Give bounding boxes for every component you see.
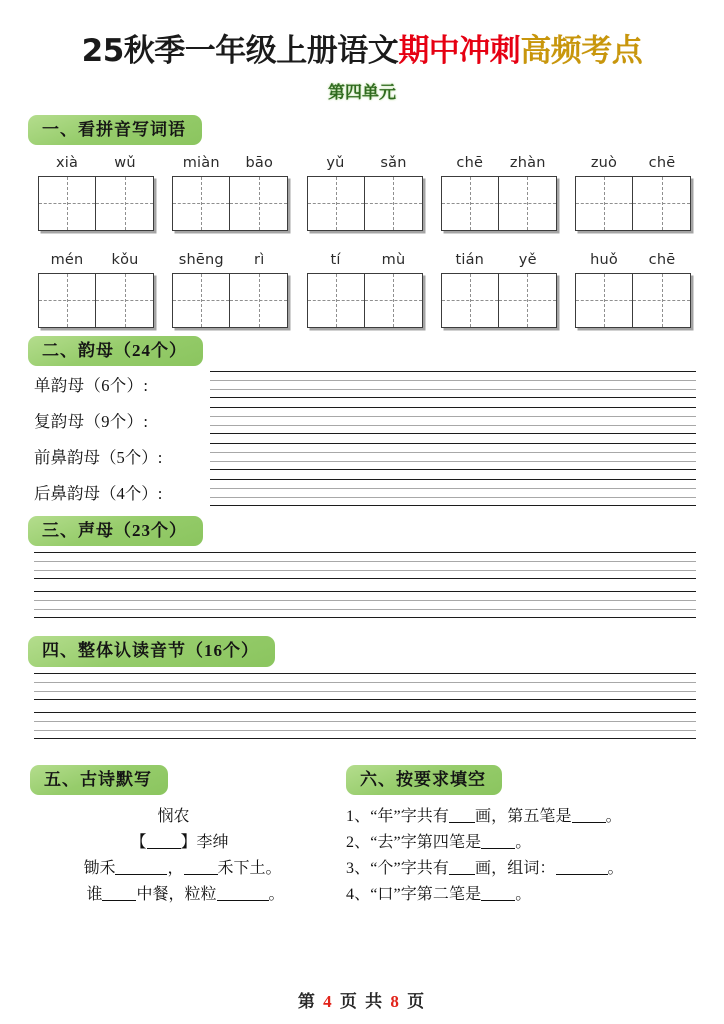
footer-total-pages: 8: [390, 992, 401, 1011]
tianzige-cell[interactable]: [633, 273, 691, 328]
tianzige-box[interactable]: [38, 176, 154, 231]
question-1-text-c: 。: [605, 807, 622, 825]
pinyin-pair: [172, 155, 288, 171]
question-1-text-a: 1、“年”字共有: [346, 807, 450, 825]
tianzige-box[interactable]: [307, 176, 423, 231]
question-2-text-a: 2、“去”字第四笔是: [346, 833, 482, 851]
pinyin-syllable: yǔ: [326, 154, 345, 171]
tianzige-cell[interactable]: [172, 176, 230, 231]
guide-line-mid-upper: [34, 682, 696, 683]
pinyin-pair: [441, 155, 557, 171]
four-line-guide[interactable]: [210, 407, 696, 434]
question-1-blank-2[interactable]: [572, 822, 606, 823]
pinyin-pair: [575, 252, 691, 268]
tianzige-cell[interactable]: [307, 176, 365, 231]
tianzige-cell[interactable]: [365, 176, 423, 231]
tianzige-cell[interactable]: [38, 273, 96, 328]
guide-line-bottom: [210, 469, 696, 470]
guide-line-bottom: [210, 433, 696, 434]
pinyin-syllable: mù: [381, 251, 406, 268]
verse-1-text-a: 锄禾: [83, 859, 116, 877]
poem-dynasty-blank[interactable]: [147, 848, 181, 849]
guide-line-bottom: [34, 738, 696, 739]
question-item-3: [346, 856, 702, 882]
pinyin-syllable: huǒ: [590, 251, 618, 268]
word-group: [441, 252, 557, 328]
guide-line-top: [34, 591, 696, 592]
guide-line-mid-lower: [34, 609, 696, 610]
pinyin-syllable: wǔ: [114, 154, 136, 171]
poem-author-bracket-open: 【: [130, 833, 147, 851]
title-part-black: 25秋季一年级上册语文: [81, 33, 399, 69]
guide-line-mid-upper: [34, 721, 696, 722]
section-whole-syllables: [0, 636, 724, 738]
guide-line-mid-lower: [34, 570, 696, 571]
section-pinyin-writing: [0, 115, 724, 328]
pinyin-pair: [38, 155, 154, 171]
footer-middle: 页 共: [339, 992, 385, 1011]
finals-label: 单韵母（6个）:: [34, 376, 149, 396]
finals-row-simple: [0, 366, 724, 402]
question-3-blank-2[interactable]: [556, 874, 608, 875]
grid-row: [0, 155, 724, 231]
poem-author-bracket-close: 】李绅: [180, 833, 229, 851]
question-4-text-b: 。: [515, 885, 532, 903]
word-group: [38, 155, 154, 231]
guide-line-bottom: [210, 397, 696, 398]
footer-suffix: 页: [407, 992, 427, 1011]
question-1-blank-1[interactable]: [449, 822, 475, 823]
guide-line-mid-lower: [210, 389, 696, 390]
tianzige-cell[interactable]: [230, 176, 288, 231]
guide-line-mid-lower: [210, 461, 696, 462]
finals-row-compound: [0, 402, 724, 438]
finals-label: 前鼻韵母（5个）:: [34, 448, 163, 468]
page-subtitle: 第四单元: [328, 82, 396, 102]
tianzige-box[interactable]: [38, 273, 154, 328]
tianzige-cell[interactable]: [172, 273, 230, 328]
guide-line-top: [210, 443, 696, 444]
tianzige-box[interactable]: [575, 273, 691, 328]
word-group: [172, 155, 288, 231]
guide-line-bottom: [210, 505, 696, 506]
guide-line-top: [34, 712, 696, 713]
guide-line-mid-upper: [34, 600, 696, 601]
pinyin-syllable: sǎn: [380, 154, 407, 171]
verse-2-blank-1[interactable]: [102, 900, 136, 901]
section-6-heading: 六、按要求填空: [346, 765, 502, 795]
finals-label: 后鼻韵母（4个）:: [34, 484, 163, 504]
guide-line-bottom: [34, 578, 696, 579]
guide-line-top: [210, 371, 696, 372]
verse-1-text-c: 禾下土。: [217, 859, 282, 877]
writing-guide-area[interactable]: [210, 407, 696, 434]
pinyin-pair: [172, 252, 288, 268]
whole-syllables-writing-area[interactable]: [0, 673, 724, 739]
grid-row: [0, 252, 724, 328]
pinyin-row-1: [0, 155, 724, 231]
initials-writing-area[interactable]: [0, 552, 724, 618]
page-footer: [0, 987, 724, 1012]
guide-line-top: [210, 407, 696, 408]
pinyin-syllable: mén: [50, 251, 84, 268]
word-group: [38, 252, 154, 328]
question-1-text-b: 画，第五笔是: [475, 807, 572, 825]
pinyin-pair: [441, 252, 557, 268]
questions-body: [346, 804, 702, 908]
pinyin-syllable: chē: [456, 154, 484, 171]
poem-body: [30, 804, 335, 908]
tianzige-cell[interactable]: [441, 273, 499, 328]
pinyin-syllable: bāo: [245, 154, 274, 171]
tianzige-cell[interactable]: [307, 273, 365, 328]
question-2-blank-1[interactable]: [481, 848, 515, 849]
question-3-text-c: 。: [607, 859, 624, 877]
question-3-blank-1[interactable]: [449, 874, 475, 875]
tianzige-box[interactable]: [441, 273, 557, 328]
footer-prefix: 第: [297, 992, 317, 1011]
question-item-1: [346, 804, 702, 830]
pinyin-pair: [38, 252, 154, 268]
word-group: [172, 252, 288, 328]
guide-line-top: [34, 673, 696, 674]
title-part-red: 期中冲刺: [398, 33, 521, 69]
guide-line-mid-lower: [210, 425, 696, 426]
word-group: [575, 155, 691, 231]
section-1-heading: 一、看拼音写词语: [28, 115, 202, 145]
four-line-guide[interactable]: [210, 371, 696, 398]
verse-2-text-c: 。: [268, 885, 285, 903]
word-group: [307, 252, 423, 328]
finals-row-back-nasal: [0, 474, 724, 510]
pinyin-pair: [307, 252, 423, 268]
tianzige-cell[interactable]: [230, 273, 288, 328]
question-3-text-a: 3、“个”字共有: [346, 859, 450, 877]
section-3-heading-row: [0, 516, 724, 546]
word-group: [307, 155, 423, 231]
tianzige-box[interactable]: [172, 176, 288, 231]
guide-line-mid-upper: [210, 380, 696, 381]
section-5-heading: 五、古诗默写: [30, 765, 168, 795]
question-2-text-b: 。: [515, 833, 532, 851]
question-4-text-a: 4、“口”字第二笔是: [346, 885, 482, 903]
page-title: [0, 34, 724, 69]
pinyin-syllable: tí: [330, 251, 341, 268]
page-header: [0, 0, 724, 103]
tianzige-box[interactable]: [575, 176, 691, 231]
four-line-guide[interactable]: [34, 673, 696, 700]
pinyin-syllable: xià: [55, 154, 79, 171]
tianzige-cell[interactable]: [499, 273, 557, 328]
pinyin-syllable: kǒu: [111, 251, 139, 268]
guide-line-bottom: [34, 699, 696, 700]
tianzige-cell[interactable]: [499, 176, 557, 231]
question-4-blank-1[interactable]: [481, 900, 515, 901]
verse-2-text-a: 谁: [86, 885, 103, 903]
pinyin-pair: [307, 155, 423, 171]
tianzige-cell[interactable]: [96, 176, 154, 231]
guide-line-mid-lower: [34, 730, 696, 731]
tianzige-cell[interactable]: [96, 273, 154, 328]
guide-line-mid-lower: [34, 691, 696, 692]
writing-guide-area[interactable]: [210, 371, 696, 398]
question-item-4: [346, 882, 702, 908]
verse-1-blank-2[interactable]: [184, 874, 218, 875]
pinyin-syllable: rì: [254, 251, 265, 268]
guide-line-mid-lower: [210, 497, 696, 498]
section-finals: [0, 336, 724, 510]
guide-line-mid-upper: [210, 416, 696, 417]
poem-verse-1: [30, 856, 335, 882]
tianzige-cell[interactable]: [365, 273, 423, 328]
guide-line-mid-upper: [210, 452, 696, 453]
verse-2-text-b: 中餐，粒粒: [136, 885, 217, 903]
pinyin-syllable: miàn: [182, 154, 220, 171]
pinyin-syllable: tián: [455, 251, 485, 268]
section-4-heading: 四、整体认读音节（16个）: [28, 636, 275, 666]
tianzige-cell[interactable]: [575, 176, 633, 231]
guide-line-bottom: [34, 617, 696, 618]
poem-title: 悯农: [157, 807, 190, 825]
four-line-guide[interactable]: [34, 591, 696, 618]
bottom-two-column-area: [0, 765, 724, 908]
verse-1-blank-1[interactable]: [115, 874, 167, 875]
section-4-heading-row: [0, 636, 724, 666]
question-item-2: [346, 830, 702, 856]
four-line-guide[interactable]: [34, 712, 696, 739]
title-part-gold: 高频考点: [520, 33, 643, 69]
tianzige-box[interactable]: [307, 273, 423, 328]
verse-2-blank-2[interactable]: [217, 900, 269, 901]
question-3-text-b: 画，组词：: [475, 859, 556, 877]
tianzige-cell[interactable]: [441, 176, 499, 231]
tianzige-cell[interactable]: [575, 273, 633, 328]
word-group: [575, 252, 691, 328]
guide-line-mid-upper: [210, 488, 696, 489]
pinyin-syllable: shēng: [178, 251, 224, 268]
finals-row-front-nasal: [0, 438, 724, 474]
poem-author-line: [30, 830, 335, 856]
section-fill-in-blanks: [335, 765, 702, 908]
word-group: [441, 155, 557, 231]
tianzige-cell[interactable]: [633, 176, 691, 231]
four-line-guide[interactable]: [34, 552, 696, 579]
guide-line-mid-upper: [34, 561, 696, 562]
pinyin-syllable: zuò: [590, 154, 618, 171]
guide-line-top: [210, 479, 696, 480]
footer-current-page: 4: [323, 992, 334, 1011]
pinyin-syllable: yě: [518, 251, 537, 268]
verse-1-text-b: ，: [167, 859, 184, 877]
tianzige-cell[interactable]: [38, 176, 96, 231]
writing-guide-area[interactable]: [210, 443, 696, 470]
section-2-heading: 二、韵母（24个）: [28, 336, 203, 366]
four-line-guide[interactable]: [210, 443, 696, 470]
finals-label: 复韵母（9个）:: [34, 412, 149, 432]
section-poem-dictation: [30, 765, 335, 908]
pinyin-pair: [575, 155, 691, 171]
tianzige-box[interactable]: [441, 176, 557, 231]
writing-guide-area[interactable]: [210, 479, 696, 506]
four-line-guide[interactable]: [210, 479, 696, 506]
pinyin-syllable: chē: [648, 251, 676, 268]
pinyin-syllable: zhàn: [509, 154, 546, 171]
tianzige-box[interactable]: [172, 273, 288, 328]
section-2-heading-row: [0, 336, 724, 366]
guide-line-top: [34, 552, 696, 553]
pinyin-row-2: [0, 252, 724, 328]
pinyin-syllable: chē: [648, 154, 676, 171]
section-3-heading: 三、声母（23个）: [28, 516, 203, 546]
poem-verse-2: [30, 882, 335, 908]
section-initials: [0, 516, 724, 618]
section-1-heading-row: [0, 115, 724, 145]
